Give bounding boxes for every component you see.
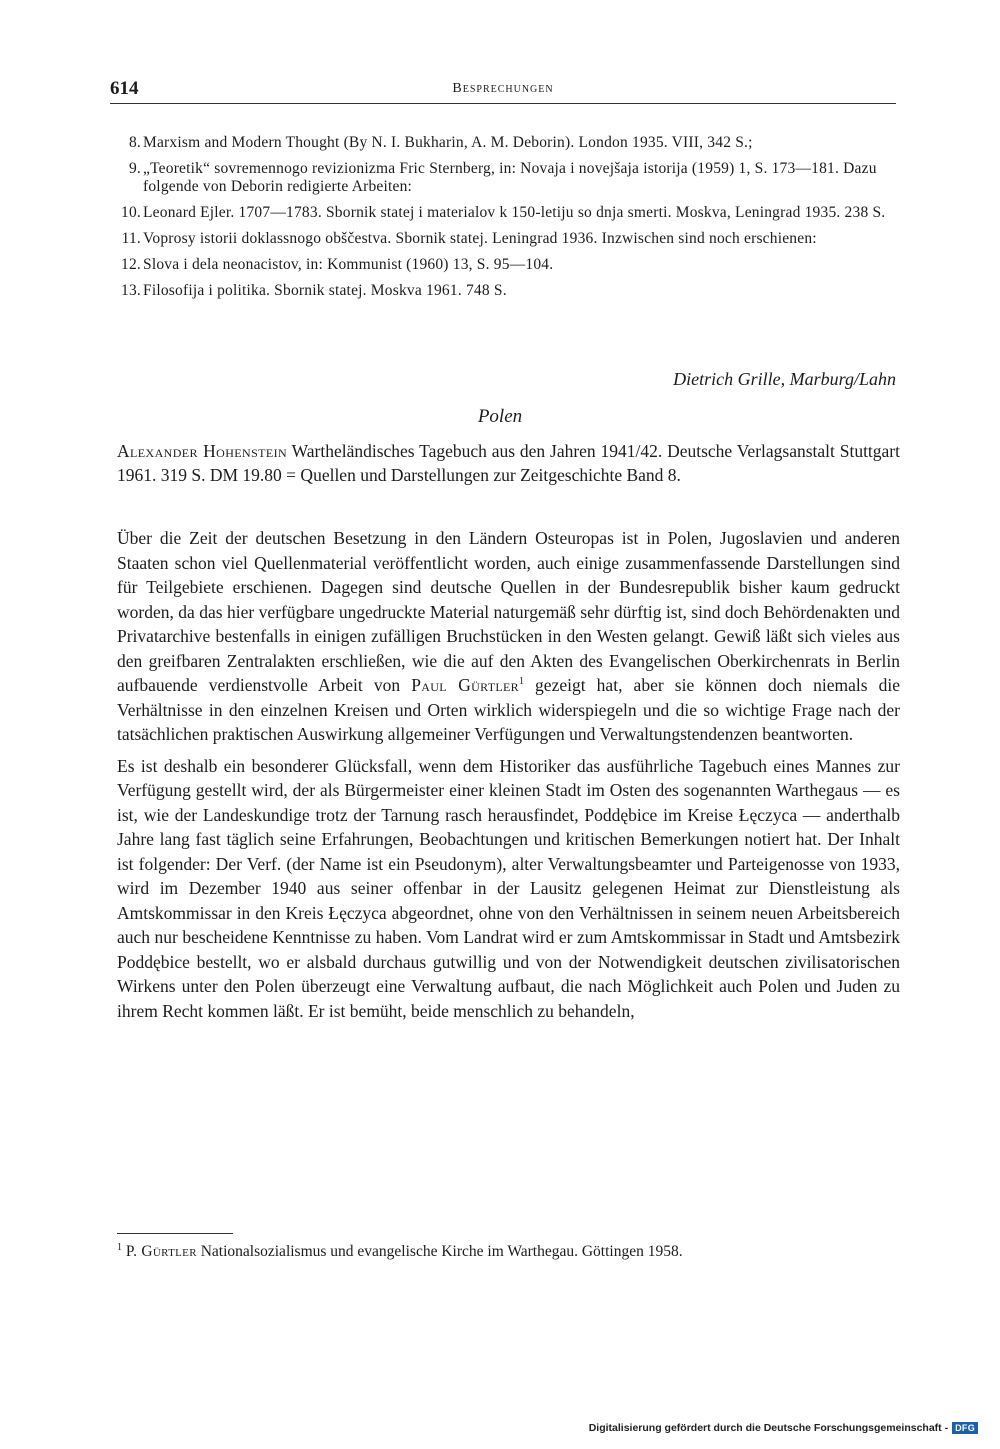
page-header [110, 78, 896, 104]
footnote-ref: 1 [518, 676, 524, 688]
body-paragraph [117, 526, 900, 747]
item-text: Filosofija i politika. Sbornik statej. Moskva 1961. 748 S. [143, 282, 507, 299]
item-number: 12. [121, 256, 141, 273]
item-text: „Teoretik“ sovremennogo revizionizma Fric Sternberg, in: Novaja i novejšaja istorija (1959) 1, S. 173—181. Dazu folgende von Deborin redigierte Arbeiten: [143, 160, 877, 195]
review-body [117, 526, 900, 1030]
bibliography-list [110, 134, 900, 308]
dfg-logo: DFG [952, 1422, 978, 1434]
item-text: Leonard Ejler. 1707—1783. Sbornik statej i materialov k 150-letiju so dnja smerti. Moskva, Leningrad 1935. 238 S. [143, 204, 886, 221]
bibliography-item [110, 282, 900, 300]
digitization-credit [589, 1422, 978, 1434]
paragraph-text: gezeigt hat, aber sie können doch niemals die Verhältnisse in den einzelnen Kreisen und Orten wirklich widerspiegeln und die so wichtige Frage nach der tatsächlichen praktischen Auswirkung allgemeiner Verfügungen und Verwaltungstendenzen beantworten. [117, 675, 901, 744]
footnote-author: P. Gürtler [125, 1243, 197, 1260]
reviewer-signature: Dietrich Grille, Marburg/Lahn [673, 369, 896, 389]
cited-author: Paul Gürtler [411, 675, 519, 695]
item-number: 9. [128, 160, 141, 177]
header-rule [110, 103, 896, 104]
item-number: 11. [121, 230, 141, 247]
footnote-text: Nationalsozialismus und evangelische Kirche im Warthegau. Göttingen 1958. [196, 1243, 683, 1260]
section-title: Polen [477, 406, 523, 427]
bibliography-item [110, 204, 900, 222]
bibliography-item [110, 160, 900, 196]
bibliography-item [110, 134, 900, 152]
item-number: 8. [128, 134, 141, 151]
footnote [117, 1242, 900, 1262]
paragraph-text: Über die Zeit der deutschen Besetzung in den Ländern Osteuropas ist in Polen, Jugoslavien und anderen Staaten schon viel Quellenmaterial veröffentlicht worden, auch einige zusammenfassende Darstellungen sind für Teilgebiete erschienen. Dagegen sind deutsche Quellen in der Bundesrepublik bisher kaum gedruckt worden, da das hier verfügbare ungedruckte Material naturgemäß sehr dürftig ist, sind doch Behördenakten und Privatarchive bestenfalls in einigen zufälligen Bruchstücken in den Westen gelangt. Gewiß läßt sich vieles aus den greifbaren Zentralakten erschließen, wie die auf den Akten des Evangelischen Oberkirchenrats in Berlin aufbauende verdienstvolle Arbeit von [117, 528, 900, 695]
footnote-mark: 1 [117, 1241, 122, 1253]
reviewed-author: Alexander Hohenstein [117, 441, 288, 461]
running-head: Besprechungen [452, 81, 554, 96]
item-number: 10. [121, 204, 141, 221]
bibliography-item [110, 256, 900, 274]
item-text: Marxism and Modern Thought (By N. I. Bukharin, A. M. Deborin). London 1935. VIII, 342 S.; [143, 134, 753, 151]
body-paragraph: Es ist deshalb ein besonderer Glücksfall, wenn dem Historiker das ausführliche Tagebuch eines Mannes zur Verfügung gestellt wird, der als Bürgermeister einer kleinen Stadt im Osten des sogenannten Warthegaus — es ist, wie der Landeskundige trotz der Tarnung rasch herausfindet, Poddębice im Kreise Łęczyca — anderthalb Jahre lang fast täglich seine Erfahrungen, Beobachtungen und kritischen Bemerkungen notiert hat. Der Inhalt ist folgender: Der Verf. (der Name ist ein Pseudonym), alter Verwaltungsbeamter und Parteigenosse von 1933, wird im Dezember 1940 aus seiner offenbar in der Lausitz gelegenen Heimat zur Dienstleistung als Amtskommissar in den Kreis Łęczyca abgeordnet, ohne von den Verhältnissen in seinem neuen Arbeitsbereich auch nur bescheidene Kenntnisse zu haben. Vom Landrat wird er zum Amtskommissar in Stadt und Amtsbezirk Poddębice bestellt, wo er alsbald durchaus gutwillig und von der Notwendigkeit deutschen zivilisatorischen Wirkens unter den Polen überzeugt eine Verwaltung aufbaut, die nach Möglichkeit auch Polen und Juden zu ihrem Recht kommen läßt. Er ist bemüht, beide menschlich zu behandeln, [117, 755, 900, 1021]
reviewed-work: Wartheländisches Tagebuch aus den Jahren 1941/42. Deutsche Verlagsanstalt Stuttgart 1961. 319 S. DM 19.80 = Quellen und Darstellungen zur Zeitgeschichte Band 8. [117, 441, 900, 485]
review-reference [117, 440, 900, 487]
item-number: 13. [121, 282, 141, 299]
bibliography-item [110, 230, 900, 248]
credit-text: Digitalisierung gefördert durch die Deutsche Forschungsgemeinschaft - [588, 1422, 949, 1434]
footnote-rule [117, 1233, 233, 1234]
item-text: Voprosy istorii doklassnogo obščestva. Sbornik statej. Leningrad 1936. Inzwischen sind noch erschienen: [143, 230, 817, 247]
page-number: 614 [110, 78, 139, 99]
item-text: Slova i dela neonacistov, in: Kommunist (1960) 13, S. 95—104. [143, 256, 554, 273]
